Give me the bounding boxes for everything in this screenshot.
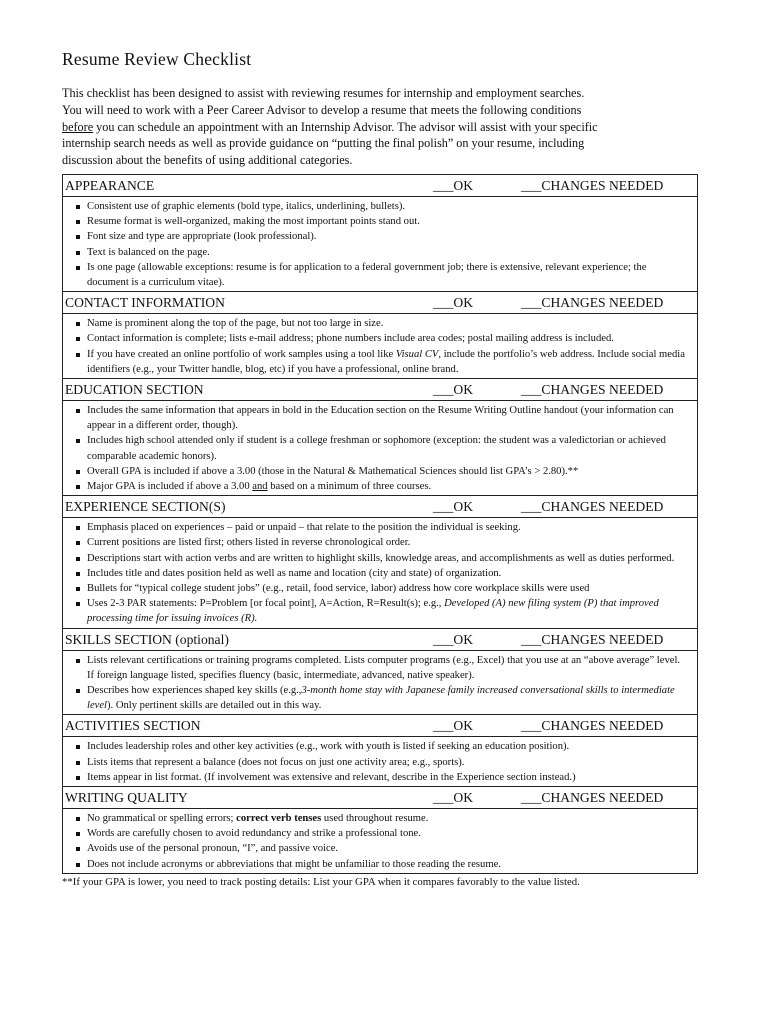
criteria-item: Does not include acronyms or abbreviations that might be unfamiliar to those reading the resume. — [75, 857, 689, 872]
criteria-item: Major GPA is included if above a 3.00 and based on a minimum of three courses. — [75, 479, 689, 494]
before-emphasis: before — [62, 119, 94, 134]
par-example: Developed (A) new filing system (P) that improved processing time for issuing invoices (R). — [87, 598, 659, 625]
section-header-activities — [63, 715, 697, 736]
section-header-row — [63, 628, 698, 650]
criteria-item: If you have created an online portfolio of work samples using a tool like Visual CV, include the portfolio’s web address. Include social media identifiers (e.g., your Twitter handle, blog, etc) if you have a professional, online brand. — [75, 347, 689, 377]
intro-line: internship search needs as well as provide guidance on “putting the final polish” on your resume, including — [62, 136, 585, 151]
section-header-row — [63, 715, 698, 737]
changes-needed-blank[interactable]: ___CHANGES NEEDED — [521, 295, 664, 311]
section-title: ACTIVITIES SECTION — [65, 718, 201, 734]
section-header-row — [63, 292, 698, 314]
section-title: APPEARANCE — [65, 177, 155, 193]
criteria-item: Lists relevant certifications or training programs completed. Lists computer programs (e.g., Excel) that you use at an “above average” level. If foreign language listed, specifies fluency (basic, intermediate, advanced, native speaker). — [75, 653, 689, 683]
criteria-item: Resume format is well-organized, making the most important points stand out. — [75, 214, 689, 229]
verb-tense-emphasis: correct verb tenses — [236, 813, 322, 825]
section-header-row — [63, 496, 698, 518]
section-title: CONTACT INFORMATION — [65, 295, 225, 311]
criteria-list — [63, 401, 697, 495]
criteria-item: Bullets for “typical college student jobs” (e.g., retail, food service, labor) address how core workplace skills were used — [75, 581, 689, 596]
intro-line: You will need to work with a Peer Career Advisor to develop a resume that meets the following conditions — [62, 102, 582, 117]
section-title: EXPERIENCE SECTION(S) — [65, 499, 226, 515]
criteria-item: Describes how experiences shaped key skills (e.g.,3-month home stay with Japanese family increased conversational skills to intermediate level). Only pertinent skills are detailed out in this way. — [75, 683, 689, 713]
criteria-item: Includes leadership roles and other key activities (e.g., work with youth is listed if seeking an education position). — [75, 739, 689, 754]
section-body-row — [63, 737, 698, 787]
section-header-experience — [63, 496, 697, 517]
criteria-item: Consistent use of graphic elements (bold type, italics, underlining, bullets). — [75, 199, 689, 214]
checklist-page — [62, 48, 698, 889]
ok-checkbox-blank[interactable]: ___OK — [433, 177, 474, 193]
criteria-list — [63, 809, 697, 873]
criteria-list — [63, 737, 697, 786]
section-header-education — [63, 379, 697, 400]
ok-checkbox-blank[interactable]: ___OK — [433, 382, 474, 398]
criteria-list — [63, 314, 697, 378]
tool-name: Visual CV — [395, 348, 439, 360]
changes-needed-blank[interactable]: ___CHANGES NEEDED — [521, 790, 664, 806]
gpa-footnote: **If your GPA is lower, you need to track posting details: List your GPA when it compares favorably to the value listed. — [62, 875, 580, 888]
changes-needed-blank[interactable]: ___CHANGES NEEDED — [521, 177, 664, 193]
criteria-item: No grammatical or spelling errors; correct verb tenses used throughout resume. — [75, 811, 689, 826]
criteria-item: Is one page (allowable exceptions: resume is for application to a federal government job; there is extensive, relevant experience; the document is a curriculum vitae). — [75, 260, 689, 290]
criteria-item: Overall GPA is included if above a 3.00 (those in the Natural & Mathematical Sciences should list GPA’s > 2.80).** — [75, 464, 689, 479]
criteria-item: Contact information is complete; lists e-mail address; phone numbers include area codes; postal mailing address is included. — [75, 331, 689, 346]
criteria-item: Avoids use of the personal pronoun, “I”, and passive voice. — [75, 841, 689, 856]
ok-checkbox-blank[interactable]: ___OK — [433, 295, 474, 311]
criteria-item: Current positions are listed first; others listed in reverse chronological order. — [75, 535, 689, 550]
changes-needed-blank[interactable]: ___CHANGES NEEDED — [521, 718, 664, 734]
criteria-item: Includes title and dates position held as well as name and location (city and state) of organization. — [75, 566, 689, 581]
section-header-skills — [63, 629, 697, 650]
changes-needed-blank[interactable]: ___CHANGES NEEDED — [521, 499, 664, 515]
section-header-contact — [63, 292, 697, 313]
ok-checkbox-blank[interactable]: ___OK — [433, 790, 474, 806]
section-header-writing — [63, 787, 697, 808]
criteria-item: Font size and type are appropriate (look professional). — [75, 229, 689, 244]
criteria-item: Descriptions start with action verbs and are written to highlight skills, knowledge areas, and accomplishments as well as duties performed. — [75, 551, 689, 566]
criteria-item: Words are carefully chosen to avoid redundancy and strike a professional tone. — [75, 826, 689, 841]
section-body-row — [63, 314, 698, 379]
criteria-item: Includes high school attended only if student is a college freshman or sophomore (exception: the student was a valedictorian or achieved comparable academic honors). — [75, 433, 689, 463]
section-header-row — [63, 787, 698, 809]
criteria-item: Lists items that represent a balance (does not focus on just one activity area; e.g., sports). — [75, 755, 689, 770]
changes-needed-blank[interactable]: ___CHANGES NEEDED — [521, 631, 664, 647]
criteria-list — [63, 518, 697, 627]
page-title: Resume Review Checklist — [62, 49, 252, 69]
changes-needed-blank[interactable]: ___CHANGES NEEDED — [521, 382, 664, 398]
intro-line: before you can schedule an appointment with an Internship Advisor. The advisor will assist with your specific — [62, 119, 598, 134]
ok-checkbox-blank[interactable]: ___OK — [433, 631, 474, 647]
intro-paragraph — [62, 85, 698, 169]
criteria-item: Items appear in list format. (If involvement was extensive and relevant, describe in the Experience section instead.) — [75, 770, 689, 785]
section-title: SKILLS SECTION (optional) — [65, 631, 229, 647]
criteria-item: Includes the same information that appears in bold in the Education section on the Resume Writing Outline handout (your information can appear in a different order, though). — [75, 403, 689, 433]
criteria-item: Text is balanced on the page. — [75, 245, 689, 260]
criteria-item: Emphasis placed on experiences – paid or unpaid – that relate to the position the individual is seeking. — [75, 520, 689, 535]
intro-line: This checklist has been designed to assist with reviewing resumes for internship and employment searches. — [62, 86, 585, 100]
ok-checkbox-blank[interactable]: ___OK — [433, 718, 474, 734]
skills-example: 3-month home stay with Japanese family increased conversational skills to intermediate level — [87, 685, 675, 712]
section-body-row — [63, 809, 698, 874]
criteria-list — [63, 651, 697, 715]
and-emphasis: and — [252, 481, 268, 493]
checklist-table — [62, 174, 698, 874]
criteria-item: Name is prominent along the top of the page, but not too large in size. — [75, 316, 689, 331]
section-header-appearance — [63, 175, 697, 196]
section-header-row — [63, 174, 698, 196]
ok-checkbox-blank[interactable]: ___OK — [433, 499, 474, 515]
section-title: WRITING QUALITY — [65, 790, 188, 806]
criteria-item: Uses 2-3 PAR statements: P=Problem [or focal point], A=Action, R=Result(s); e.g., Developed (A) new filing system (P) that improved processing time for issuing invoices (R). — [75, 596, 689, 626]
section-body-row — [63, 518, 698, 628]
section-body-row — [63, 650, 698, 715]
intro-line: discussion about the benefits of using additional categories. — [62, 153, 353, 168]
section-body-row — [63, 196, 698, 291]
criteria-list — [63, 197, 697, 291]
section-body-row — [63, 401, 698, 496]
section-header-row — [63, 379, 698, 401]
section-title: EDUCATION SECTION — [65, 382, 204, 398]
